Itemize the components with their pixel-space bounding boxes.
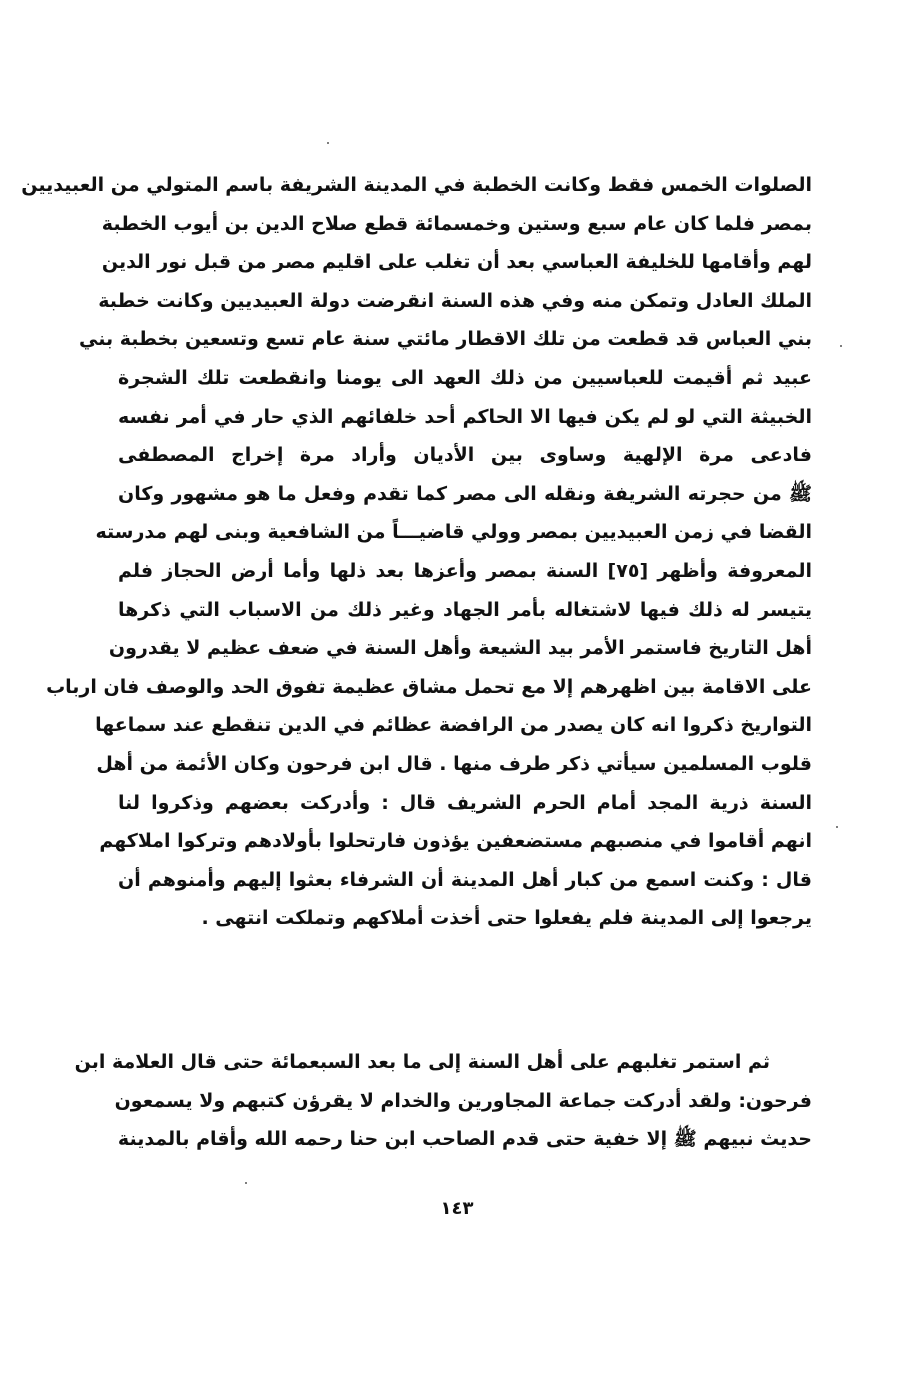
text-line: الخبيثة التي لو لم يكن فيها الا الحاكم أحد خلفائهم الذي حار في أمر نفسه — [118, 405, 812, 428]
text-line: بمصر فلما كان عام سبع وستين وخمسمائة قطع صلاح الدين بن أيوب الخطبة — [101, 212, 812, 235]
scan-speck — [245, 1182, 247, 1184]
text-line-with-marker: المعروفة وأظهر [٧٥] السنة بمصر وأعزها بعد ذلها وأما أرض الحجاز فلم — [118, 559, 812, 582]
text-line: قلوب المسلمين سيأتي ذكر طرف منها . قال ابن فرحون وكان الأئمة من أهل — [96, 752, 812, 775]
text-line: السنة ذرية المجد أمام الحرم الشريف قال : وأدركت بعضهم وذكروا لنا — [118, 791, 812, 814]
text-line: التواريخ ذكروا انه كان يصدر من الرافضة عظائم في الدين تنقطع عند سماعها — [95, 714, 812, 737]
text-line: حديث نبيهم ﷺ إلا خفية حتى قدم الصاحب ابن حنا رحمه الله وأقام بالمدينة — [117, 1128, 812, 1151]
paragraph-2 — [74, 1043, 812, 1159]
text-line: الصلوات الخمس فقط وكانت الخطبة في المدينة الشريفة باسم المتولي من العبيديين — [21, 174, 812, 196]
text-line: ثم استمر تغلبهم على أهل السنة إلى ما بعد السبعمائة حتى قال العلامة ابن — [74, 1051, 770, 1073]
text-line: الملك العادل وتمكن منه وفي هذه السنة انقرضت دولة العبيديين وكانت خطبة — [98, 289, 812, 312]
text-line: أهل التاريخ فاستمر الأمر بيد الشيعة وأهل السنة في ضعف عظيم لا يقدرون — [108, 637, 812, 660]
text-line: يرجعوا إلى المدينة فلم يفعلوا حتى أخذت أملاكهم وتملكت انتهى . — [201, 907, 812, 930]
text-line: فرحون: ولقد أدركت جماعة المجاورين والخدام لا يقرؤن كتبهم ولا يسمعون — [114, 1089, 812, 1112]
text-line: القضا في زمن العبيديين بمصر وولي قاضيـــاً من الشافعية وبنى لهم مدرسته — [95, 521, 812, 544]
page-number: ١٤٣ — [440, 1198, 474, 1219]
scan-speck — [836, 826, 838, 828]
text-line: على الاقامة بين اظهرهم إلا مع تحمل مشاق عظيمة تفوق الحد والوصف فان ارباب — [46, 675, 812, 698]
paragraph-1 — [21, 166, 812, 938]
text-line: يتيسر له ذلك فيها لاشتغاله بأمر الجهاد وغير ذلك من الاسباب التي ذكرها — [118, 598, 812, 621]
text-line: لهم وأقامها للخليفة العباسي بعد أن تغلب على اقليم مصر من قبل نور الدين — [101, 251, 812, 274]
text-line: ﷺ من حجرته الشريفة ونقله الى مصر كما تقدم وفعل ما هو مشهور وكان — [118, 482, 812, 505]
text-line: انهم أقاموا في منصبهم مستضعفين يؤذون فارتحلوا بأولادهم وتركوا املاكهم — [99, 830, 812, 853]
text-line: فادعى مرة الإلهية وساوى بين الأديان وأراد مرة إخراج المصطفى — [118, 444, 812, 467]
scan-speck — [327, 142, 329, 144]
scan-speck — [840, 345, 842, 347]
text-line: عبيد ثم أقيمت للعباسيين من ذلك العهد الى يومنا وانقطعت تلك الشجرة — [118, 366, 812, 389]
text-line: بني العباس قد قطعت من تلك الاقطار مائتي سنة عام تسع وتسعين بخطبة بني — [79, 328, 812, 351]
text-line: قال : وكنت اسمع من كبار أهل المدينة أن الشرفاء بعثوا إليهم وأمنوهم أن — [118, 868, 812, 891]
